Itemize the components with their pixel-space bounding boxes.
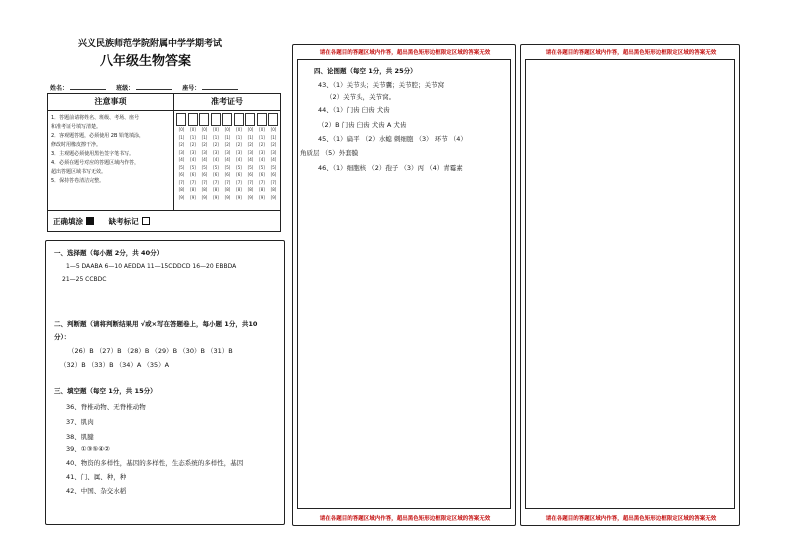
digit-bubble[interactable]: [6] [213,172,219,177]
digit-bubble[interactable]: [8] [213,187,219,192]
warning-bottom: 请在各题目的答题区域内作答，超出黑色矩形边框限定区域的答案无效 [319,516,491,522]
section2-title: 二、判断题（请将判断结果用 √或×写在答题卷上，每小题 1分，共10 [54,320,258,328]
digit-bubble[interactable]: [9] [270,194,277,200]
fill-answer: 36、脊椎动物、无脊椎动物 [66,403,146,411]
ticket-digit-column [176,113,187,201]
fill-answer: 40、物资的多样性，基因的多样性，生态系统的多样性，基因 [66,459,244,467]
digit-bubble[interactable]: [4] [259,157,265,162]
digit-bubble[interactable]: [0] [247,127,254,132]
digit-bubble[interactable]: [9] [178,194,185,200]
digit-bubble[interactable]: [4] [213,157,219,162]
fill-answer: 37、肌肉 [66,418,94,426]
digit-bubble[interactable]: [4] [236,157,242,162]
digit-bubble[interactable]: [6] [190,172,196,177]
diagram-answer: 角质层 （5）外套膜 [300,149,359,157]
digit-bubble[interactable]: [5] [201,164,208,170]
digit-bubble[interactable]: [6] [201,172,208,177]
student-info-line [50,83,246,92]
digit-bubble[interactable]: [6] [247,172,254,177]
fill-answer: 41、门、属、种，种 [66,473,127,481]
digit-bubble[interactable]: [0] [236,127,242,132]
answer-box-3 [520,44,740,526]
notice-heading: 注意事项 [48,94,173,111]
digit-bubble[interactable]: [2] [178,142,185,147]
digit-bubble[interactable]: [2] [259,142,265,147]
rule-line: 超出答题区域书写无效。 [51,169,107,175]
rule-line: 1．答题前请将姓名、班级、考场、座号 [51,115,140,121]
absent-checkbox[interactable] [142,217,150,225]
digit-bubble[interactable]: [7] [270,179,277,185]
answer-area-2 [297,59,511,509]
digit-bubble[interactable]: [2] [190,142,196,147]
rule-line: 修改时用橡皮擦干净。 [51,142,102,148]
digit-bubble[interactable]: [4] [201,157,208,162]
section1-answers: 21—25 CCBDC [62,276,107,283]
class-label: 班级： [116,85,135,92]
section1-answers: 1—5 DAABA 6—10 AEDDA 11—15CDDCD 16—20 EBBDA [66,263,237,270]
ticket-digit-box[interactable] [199,113,209,126]
ticket-digit-box[interactable] [257,113,267,126]
diagram-answer: 45、（1）扁平 （2）水螅 刺细胞 （3） 环节 （4） [318,135,467,143]
digit-bubble[interactable]: [0] [259,127,265,132]
notice-rules [51,114,169,186]
ticket-digit-column [257,113,268,201]
digit-bubble[interactable]: [3] [224,149,231,155]
digit-bubble[interactable]: [0] [178,127,185,132]
answer-area-3[interactable] [525,59,735,509]
ticket-digit-box[interactable] [211,113,221,126]
digit-bubble[interactable]: [7] [201,179,208,185]
filled-square-icon [86,217,94,225]
digit-bubble[interactable]: [3] [201,149,208,155]
digit-bubble[interactable]: [0] [201,127,208,132]
digit-bubble[interactable]: [1] [236,134,242,140]
ticket-digit-box[interactable] [268,113,278,126]
warning-top: 请在各题目的答题区域内作答，超出黑色矩形边框限定区域的答案无效 [545,50,717,56]
section3-title: 三、填空题（每空 1分，共 15分） [54,387,157,395]
notice-left [48,94,174,210]
digit-bubble[interactable]: [6] [236,172,242,177]
digit-bubble[interactable]: [9] [190,194,196,200]
digit-bubble[interactable]: [4] [190,157,196,162]
fill-answer: 42、中国、杂交水稻 [66,487,127,495]
section2-answers: （26）B （27）B （28）B （29）B （30）B （31）B [68,347,233,355]
digit-bubble[interactable]: [1] [190,134,196,140]
digit-bubble[interactable]: [1] [247,134,254,140]
digit-bubble[interactable]: [3] [259,149,265,155]
diagram-answer: 43、（1）关节头；关节囊；关节腔；关节窝 [318,81,445,89]
warning-top: 请在各题目的答题区域内作答，超出黑色矩形边框限定区域的答案无效 [319,50,491,56]
digit-bubble[interactable]: [7] [178,179,185,185]
digit-bubble[interactable]: [9] [236,194,242,200]
correct-fill-label: 正确填涂 [53,217,83,226]
digit-bubble[interactable]: [7] [259,179,265,185]
digit-bubble[interactable]: [4] [247,157,254,162]
ticket-digit-column [222,113,233,201]
digit-bubble[interactable]: [8] [190,187,196,192]
answer-box-1 [45,240,285,525]
digit-bubble[interactable]: [9] [201,194,208,200]
digit-bubble[interactable]: [2] [236,142,242,147]
digit-bubble[interactable]: [1] [224,134,231,140]
digit-bubble[interactable]: [5] [259,164,265,170]
digit-bubble[interactable]: [5] [213,164,219,170]
digit-bubble[interactable]: [8] [224,187,231,192]
digit-bubble[interactable]: [5] [178,164,185,170]
digit-bubble[interactable]: [7] [190,179,196,185]
digit-bubble[interactable]: [6] [270,172,277,177]
diagram-answer: （2）关节头，关节窝。 [326,93,396,101]
digit-bubble[interactable]: [9] [224,194,231,200]
digit-bubble[interactable]: [8] [236,187,242,192]
ticket-digit-column [188,113,199,201]
ticket-heading: 准考证号 [174,94,280,111]
class-blank[interactable] [136,89,172,90]
digit-bubble[interactable]: [1] [201,134,208,140]
digit-bubble[interactable]: [4] [178,157,185,162]
school-name: 兴义民族师范学院附属中学学期考试 [78,39,223,49]
digit-bubble[interactable]: [1] [213,134,219,140]
digit-bubble[interactable]: [1] [270,134,277,140]
digit-bubble[interactable]: [6] [259,172,265,177]
ticket-digit-box[interactable] [245,113,255,126]
digit-bubble[interactable]: [2] [270,142,277,147]
digit-bubble[interactable]: [1] [178,134,185,140]
ticket-digit-column [268,113,279,201]
digit-bubble[interactable]: [7] [247,179,254,185]
absent-mark-label: 缺考标记 [108,217,139,226]
digit-bubble[interactable]: [0] [270,127,277,132]
digit-bubble[interactable]: [8] [201,187,208,192]
digit-bubble[interactable]: [2] [247,142,254,147]
digit-bubble[interactable]: [0] [213,127,219,132]
warning-bottom: 请在各题目的答题区域内作答，超出黑色矩形边框限定区域的答案无效 [545,516,717,522]
digit-bubble[interactable]: [4] [270,157,277,162]
fill-answer: 38、肌腱 [66,433,94,441]
digit-bubble[interactable]: [5] [236,164,242,170]
fill-answer: 39、①③⑤④② [66,445,110,453]
ticket-digit-box[interactable] [234,113,244,126]
digit-bubble[interactable]: [5] [270,164,277,170]
rule-line: 和准考证号填写清楚。 [51,124,102,130]
rule-line: 5．保持答卷清洁完整。 [51,178,105,184]
rule-line: 4．必须在题号对应的答题区域内作答， [51,160,140,166]
diagram-answer: （2）B 门齿 臼齿 犬齿 A 犬齿 [318,121,407,129]
digit-bubble[interactable]: [2] [213,142,219,147]
digit-bubble[interactable]: [3] [213,149,219,155]
digit-bubble[interactable]: [7] [236,179,242,185]
digit-bubble[interactable]: [9] [259,194,265,200]
digit-bubble[interactable]: [8] [247,187,254,192]
seat-blank[interactable] [202,89,238,90]
ticket-digit-column [211,113,222,201]
digit-bubble[interactable]: [0] [190,127,196,132]
ticket-digit-column [199,113,210,201]
section1-title: 一、选择题（每小题 2分，共 40分） [54,249,164,257]
digit-bubble[interactable]: [3] [178,149,185,155]
digit-bubble[interactable]: [7] [213,179,219,185]
rule-line: 3．主观题必须使用黑色签字笔书写。 [51,151,135,157]
digit-bubble[interactable]: [1] [259,134,265,140]
digit-bubble[interactable]: [3] [236,149,242,155]
section4-title: 四、论图题（每空 1分，共 25分） [314,67,417,75]
digit-bubble[interactable]: [9] [213,194,219,200]
name-label: 姓名： [50,85,69,92]
ticket-digit-column [245,113,256,201]
digit-bubble[interactable]: [2] [201,142,208,147]
digit-bubble[interactable]: [6] [224,172,231,177]
digit-bubble[interactable]: [9] [247,194,254,200]
digit-bubble[interactable]: [3] [247,149,254,155]
digit-bubble[interactable]: [7] [224,179,231,185]
ticket-digit-box[interactable] [222,113,232,126]
ticket-digit-box[interactable] [176,113,186,126]
ticket-digit-box[interactable] [188,113,198,126]
digit-bubble[interactable]: [5] [190,164,196,170]
diagram-answer: 46、（1）细胞核 （2）孢子 （3）丙 （4）青霉素 [318,164,463,172]
fill-legend [48,210,280,232]
name-blank[interactable] [70,89,106,90]
diagram-answer: 44、（1）门齿 臼齿 犬齿 [318,106,390,114]
digit-bubble[interactable]: [3] [190,149,196,155]
digit-bubble[interactable]: [3] [270,149,277,155]
section2-title: 分）： [54,333,71,341]
section2-answers: （32）B （33）B （34）A （35）A [60,361,170,369]
digit-bubble[interactable]: [2] [224,142,231,147]
digit-bubble[interactable]: [4] [224,157,231,162]
rule-line: 2．客观题答题，必须使用 2B 铅笔填涂， [51,133,144,139]
digit-bubble[interactable]: [0] [224,127,231,132]
digit-bubble[interactable]: [8] [178,187,185,192]
ticket-digit-column [234,113,245,201]
seat-label: 座号： [182,85,201,92]
page-title: 八年级生物答案 [100,54,192,69]
digit-bubble[interactable]: [8] [270,187,277,192]
digit-bubble[interactable]: [5] [224,164,231,170]
notice-panel [47,93,281,232]
answer-box-2 [292,44,516,526]
digit-bubble[interactable]: [5] [247,164,254,170]
digit-bubble[interactable]: [6] [178,172,185,177]
digit-bubble[interactable]: [8] [259,187,265,192]
